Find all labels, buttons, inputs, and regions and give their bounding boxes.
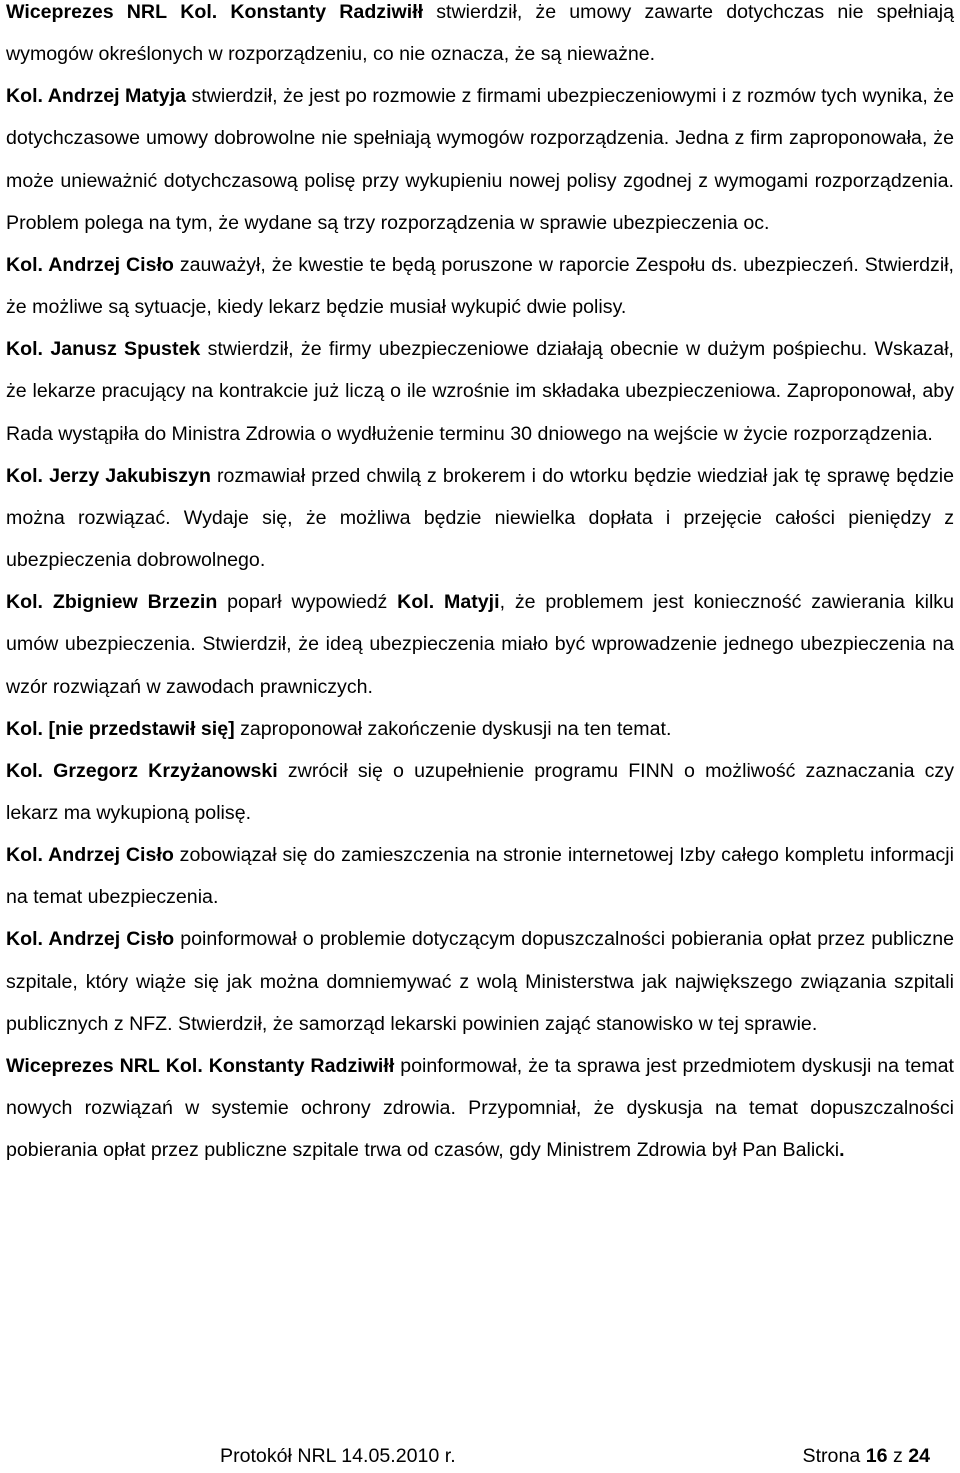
paragraph-anonymous — [6, 708, 954, 750]
paragraph-jakubiszyn — [6, 455, 954, 581]
paragraph-text-continued: , że problemem jest konieczność zawierania kilku umów ubezpieczenia. Stwierdził, że ideą ubezpieczenia miało być wprowadzenie jednego ubezpieczenia na wzór rozwiązań w zawodach prawniczych. — [6, 591, 954, 698]
footer-page-word: Strona — [802, 1445, 861, 1467]
paragraph-cislo-3 — [6, 918, 954, 1044]
paragraph-text: zaproponował zakończenie dyskusji na ten temat. — [234, 717, 672, 740]
speaker-name: Kol. Zbigniew Brzezin — [6, 591, 218, 614]
speaker-name: Kol. Jerzy Jakubiszyn — [6, 464, 211, 487]
paragraph-text: stwierdził, że umowy zawarte dotychczas nie spełniają wymogów określonych w rozporządzeniu, co nie oznacza, że są nieważne. — [6, 1, 954, 66]
speaker-name-secondary: Kol. Matyji — [397, 591, 500, 614]
speaker-name: Kol. Grzegorz Krzyżanowski — [6, 759, 278, 782]
paragraph-radziwill-2 — [6, 1045, 954, 1171]
paragraph-text: poinformował o problemie dotyczącym dopuszczalności pobierania opłat przez publiczne szpitale, który wiąże się jak można domniemywać z wolą Ministerstwa jak największego związania szpitali publicznych z NFZ. Stwierdził, że samorząd lekarski powinien zająć stanowisko w tej sprawie. — [6, 928, 954, 1035]
speaker-name: Kol. Andrzej Matyja — [6, 85, 187, 108]
paragraph-cislo-2 — [6, 834, 954, 918]
paragraph-matyja — [6, 75, 954, 244]
paragraph-text: zobowiązał się do zamieszczenia na stronie internetowej Izby całego kompletu informacji na temat ubezpieczenia. — [6, 844, 954, 909]
paragraph-text: zauważył, że kwestie te będą poruszone w raporcie Zespołu ds. ubezpieczeń. Stwierdził, że możliwe są sytuacje, kiedy lekarz będzie musiał wykupić dwie polisy. — [6, 253, 954, 319]
footer-protocol-label: Protokół NRL 14.05.2010 r. — [220, 1445, 456, 1467]
paragraph-text: rozmawiał przed chwilą z brokerem i do wtorku będzie wiedział jak tę sprawę będzie można rozwiązać. Wydaje się, że możliwa będzie niewielka dopłata i przejęcie całości pieniędzy z ubezpieczenia dobrowolnego. — [6, 464, 954, 572]
paragraph-text: poparł wypowiedź — [217, 591, 398, 614]
paragraph-text: stwierdził, że firmy ubezpieczeniowe działają obecnie w dużym pośpiechu. Wskazał, że lekarze pracujący na kontrakcie już liczą o ile wzrośnie im składaka ubezpieczeniowa. Zaproponował, aby Rada wystąpiła do Ministra Zdrowia o wydłużenie terminu 30 dniowego na wejście w życie rozporządzenia. — [6, 338, 955, 445]
speaker-name: Kol. Andrzej Cisło — [6, 253, 174, 276]
footer-page-number: 16 — [865, 1445, 888, 1467]
speaker-name: Kol. Andrzej Cisło — [6, 844, 174, 867]
page-footer — [220, 1441, 930, 1471]
paragraph-text: poinformował, że ta sprawa jest przedmiotem dyskusji na temat nowych rozwiązań w systemie ochrony zdrowia. Przypomniał, że dyskusja na temat dopuszczalności pobierania opłat przez publiczne szpitale trwa od czasów, gdy Ministrem Zdrowia był Pan Balicki — [6, 1054, 954, 1162]
paragraph-text: stwierdził, że jest po rozmowie z firmami ubezpieczeniowymi i z rozmów tych wynika, że dotychczasowe umowy dobrowolne nie spełniają wymogów rozporządzenia. Jedna z firm zaproponowała, że może unieważnić dotychczasową polisę przy wykupieniu nowej polisy zgodnej z wymogami rozporządzenia. Problem polega na tym, że wydane są trzy rozporządzenia w sprawie ubezpieczenia oc. — [6, 85, 954, 234]
speaker-name: Kol. [nie przedstawił się] — [6, 717, 235, 740]
paragraph-radziwill-1 — [6, 0, 954, 75]
paragraph-brzezin — [6, 581, 954, 707]
paragraph-text-end: . — [839, 1139, 845, 1162]
paragraph-cislo-1 — [6, 244, 954, 328]
speaker-title: Wiceprezes NRL — [6, 1, 168, 23]
document-body — [6, 0, 954, 1171]
speaker-name: Kol. Andrzej Cisło — [6, 928, 175, 951]
footer-page-indicator — [803, 1441, 930, 1471]
speaker-name: Kol. Konstanty Radziwiłł — [180, 1, 424, 23]
footer-of-word: z — [892, 1445, 903, 1467]
footer-page-total: 24 — [908, 1445, 930, 1467]
speaker-name: Kol. Janusz Spustek — [6, 338, 201, 361]
paragraph-spustek — [6, 328, 954, 454]
speaker-title: Wiceprezes NRL — [6, 1054, 160, 1077]
paragraph-text: zwrócił się o uzupełnienie programu FINN o możliwość zaznaczania czy lekarz ma wykupioną polisę. — [6, 759, 954, 824]
paragraph-krzyzanowski — [6, 750, 954, 834]
speaker-name: Kol. Konstanty Radziwiłł — [165, 1054, 395, 1077]
